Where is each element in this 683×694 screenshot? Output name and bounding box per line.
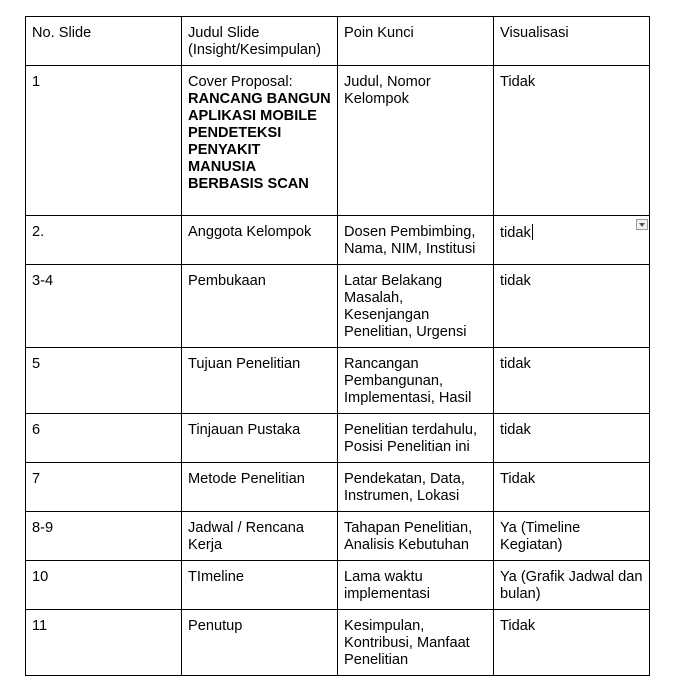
cell-no[interactable]: 2. [26, 216, 182, 265]
text-cursor [532, 224, 533, 240]
table-row [26, 512, 650, 561]
cell-no[interactable]: 5 [26, 348, 182, 414]
table-row [26, 66, 650, 216]
table-row [26, 265, 650, 348]
cell-title[interactable]: Jadwal / Rencana Kerja [182, 512, 338, 561]
cell-points[interactable]: Rancangan Pembangunan, Implementasi, Hasil [338, 348, 494, 414]
cell-visualization[interactable]: Ya (Grafik Jadwal dan bulan) [494, 561, 650, 610]
cell-no[interactable]: 1 [26, 66, 182, 216]
cell-points[interactable]: Lama waktu implementasi [338, 561, 494, 610]
cell-no[interactable]: 10 [26, 561, 182, 610]
cell-visualization[interactable]: Ya (Timeline Kegiatan) [494, 512, 650, 561]
cell-title[interactable]: Penutup [182, 610, 338, 676]
cell-points[interactable]: Tahapan Penelitian, Analisis Kebutuhan [338, 512, 494, 561]
cell-visualization[interactable]: Tidak [494, 66, 650, 216]
cell-title[interactable]: TImeline [182, 561, 338, 610]
cell-points[interactable]: Dosen Pembimbing, Nama, NIM, Institusi [338, 216, 494, 265]
cell-points[interactable]: Judul, Nomor Kelompok [338, 66, 494, 216]
cell-points[interactable]: Penelitian terdahulu, Posisi Penelitian ini [338, 414, 494, 463]
cell-title-text: Cover Proposal: [188, 74, 293, 90]
dropdown-arrow-icon[interactable] [636, 219, 648, 230]
header-cell-title[interactable]: Judul Slide (Insight/Kesimpulan) [182, 17, 338, 66]
cell-visualization[interactable]: tidak [494, 265, 650, 348]
cell-title-bold: RANCANG BANGUN APLIKASI MOBILE PENDETEKSI PENYAKIT MANUSIA BERBASIS SCAN [188, 91, 331, 192]
cell-visualization[interactable]: Tidak [494, 610, 650, 676]
cell-title[interactable]: Pembukaan [182, 265, 338, 348]
cell-visualization[interactable]: Tidak [494, 463, 650, 512]
cell-no[interactable]: 7 [26, 463, 182, 512]
cell-title[interactable]: Anggota Kelompok [182, 216, 338, 265]
cell-title[interactable]: Metode Penelitian [182, 463, 338, 512]
cell-visualization[interactable]: tidak [494, 348, 650, 414]
table-row [26, 414, 650, 463]
cell-no[interactable]: 6 [26, 414, 182, 463]
table-row [26, 216, 650, 265]
cell-title[interactable]: Tujuan Penelitian [182, 348, 338, 414]
cell-visualization-active[interactable] [494, 216, 650, 265]
table-row [26, 610, 650, 676]
cell-visualization-text: tidak [500, 225, 531, 241]
table-row [26, 348, 650, 414]
cell-title[interactable] [182, 66, 338, 216]
cell-no[interactable]: 3-4 [26, 265, 182, 348]
table-row [26, 561, 650, 610]
header-cell-visualization[interactable]: Visualisasi [494, 17, 650, 66]
header-row [26, 17, 650, 66]
slide-plan-table [25, 16, 650, 676]
cell-points[interactable]: Kesimpulan, Kontribusi, Manfaat Penelitian [338, 610, 494, 676]
cell-title[interactable]: Tinjauan Pustaka [182, 414, 338, 463]
header-cell-no[interactable]: No. Slide [26, 17, 182, 66]
cell-no[interactable]: 8-9 [26, 512, 182, 561]
cell-no[interactable]: 11 [26, 610, 182, 676]
cell-points[interactable]: Pendekatan, Data, Instrumen, Lokasi [338, 463, 494, 512]
table-row [26, 463, 650, 512]
cell-visualization[interactable]: tidak [494, 414, 650, 463]
header-cell-points[interactable]: Poin Kunci [338, 17, 494, 66]
cell-points[interactable]: Latar Belakang Masalah, Kesenjangan Penelitian, Urgensi [338, 265, 494, 348]
